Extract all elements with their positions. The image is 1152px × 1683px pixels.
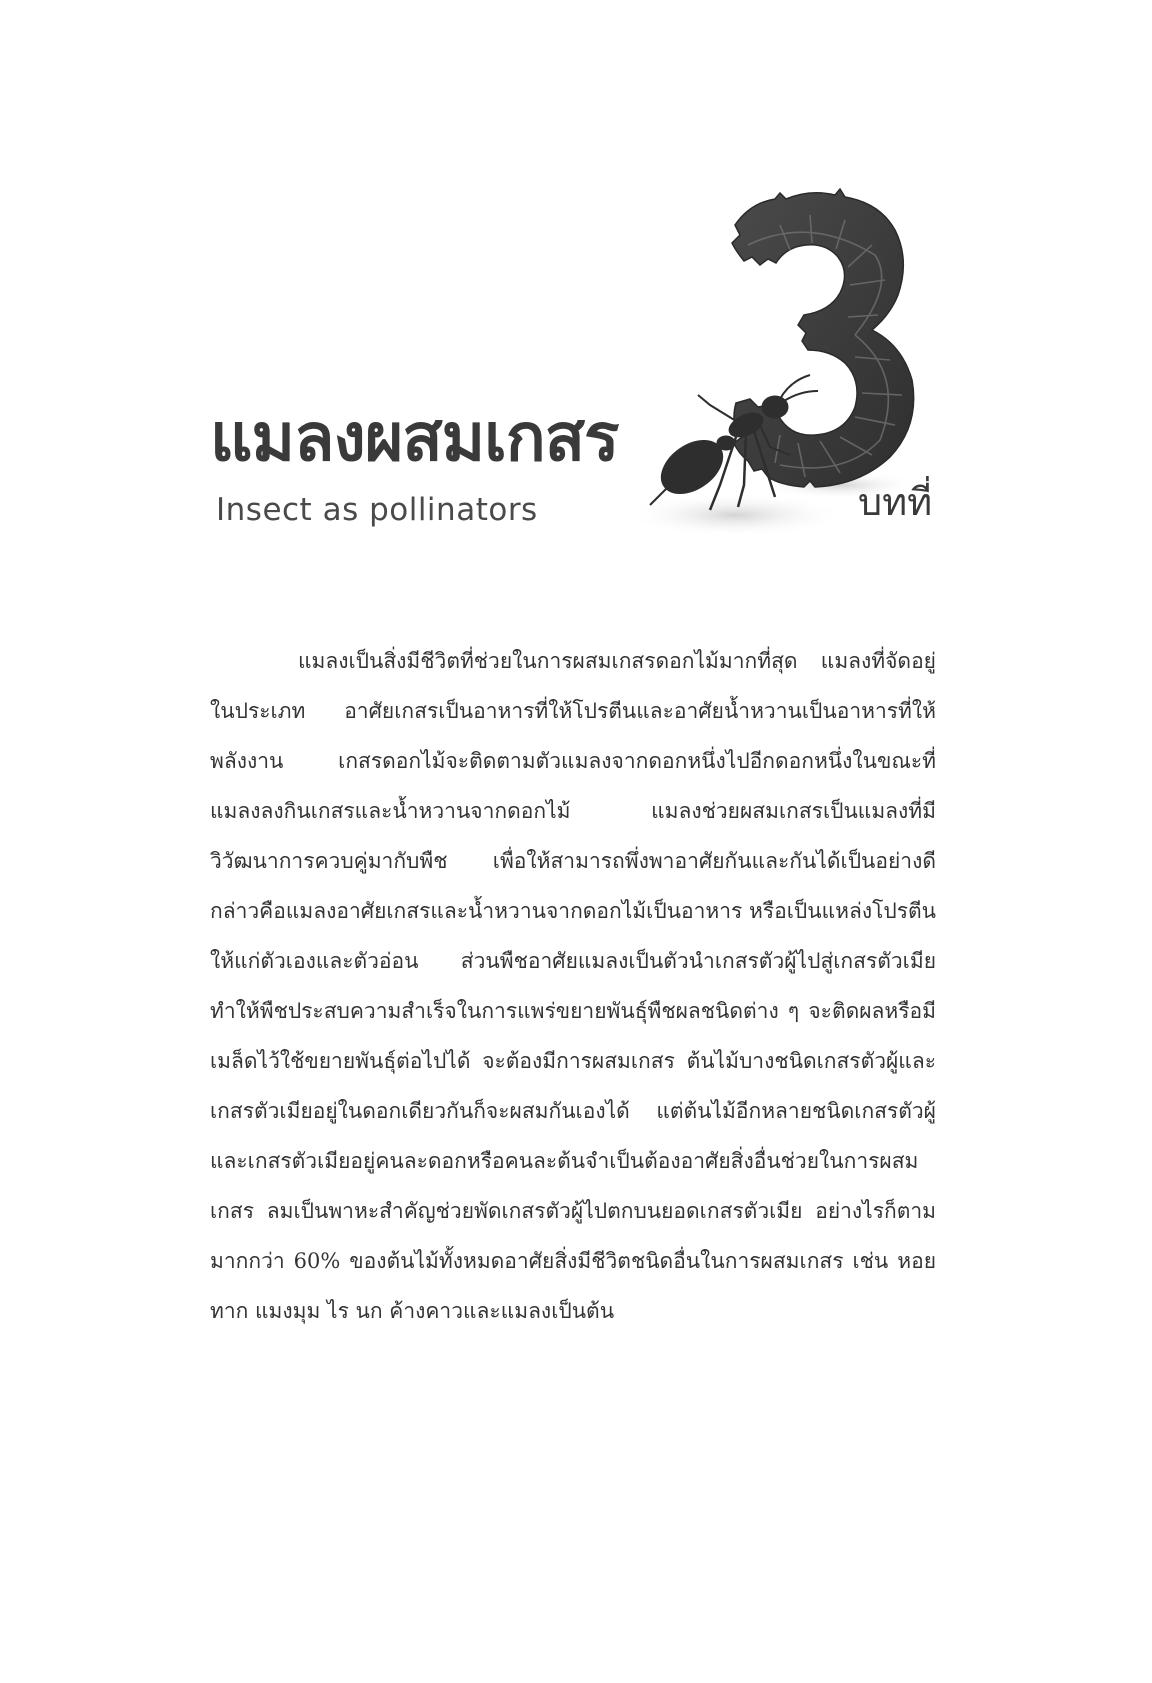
ant-head xyxy=(762,396,788,418)
chapter-title: แมลงผสมเกสร xyxy=(210,399,619,476)
chapter-subtitle: Insect as pollinators xyxy=(216,492,538,528)
ground-shadow xyxy=(640,493,845,537)
body-paragraph: แมลงเป็นสิ่งมีชีวิตที่ช่วยในการผสมเกสรดอกไม้มากที่สุด แมลงที่จัดอยู่ในประเภท อาศัยเกสรเป็นอาหารที่ให้โปรตีนและอาศัยน้ำหวานเป็นอาหารที่ให้พลังงาน เกสรดอกไม้จะติดตามตัวแมลงจากดอกหนึ่งไปอีกดอกหนึ่งในขณะที่แมลงลงกินเกสรและน้ำหวานจากดอกไม้ แมลงช่วยผสมเกสรเป็นแมลงที่มีวิวัฒนาการควบคู่มากับพืช เพื่อให้สามารถพึ่งพาอาศัยกันและกันได้เป็นอย่างดี กล่าวคือแมลงอาศัยเกสรและน้ำหวานจากดอกไม้เป็นอาหาร หรือเป็นแหล่งโปรตีนให้แก่ตัวเองและตัวอ่อน ส่วนพืชอาศัยแมลงเป็นตัวนำเกสรตัวผู้ไปสู่เกสรตัวเมีย ทำให้พืชประสบความสำเร็จในการแพร่ขยายพันธุ์พืชผลชนิดต่าง ๆ จะติดผลหรือมีเมล็ดไว้ใช้ขยายพันธุ์ต่อไปได้ จะต้องมีการผสมเกสร ต้นไม้บางชนิดเกสรตัวผู้และเกสรตัวเมียอยู่ในดอกเดียวกันก็จะผสมกันเองได้ แต่ต้นไม้อีกหลายชนิดเกสรตัวผู้และเกสรตัวเมียอยู่คนละดอกหรือคนละต้นจำเป็นต้องอาศัยสิ่งอื่นช่วยในการผสมเกสร ลมเป็นพาหะสำคัญช่วยพัดเกสรตัวผู้ไปตกบนยอดเกสรตัวเมีย อย่างไรก็ตามมากกว่า 60% ของต้นไม้ทั้งหมดอาศัยสิ่งมีชีวิตชนิดอื่นในการผสมเกสร เช่น หอย ทาก แมงมุม ไร นก ค้างคาวและแมลงเป็นต้น xyxy=(210,649,936,1323)
chapter-label: บทที่ xyxy=(858,480,933,524)
